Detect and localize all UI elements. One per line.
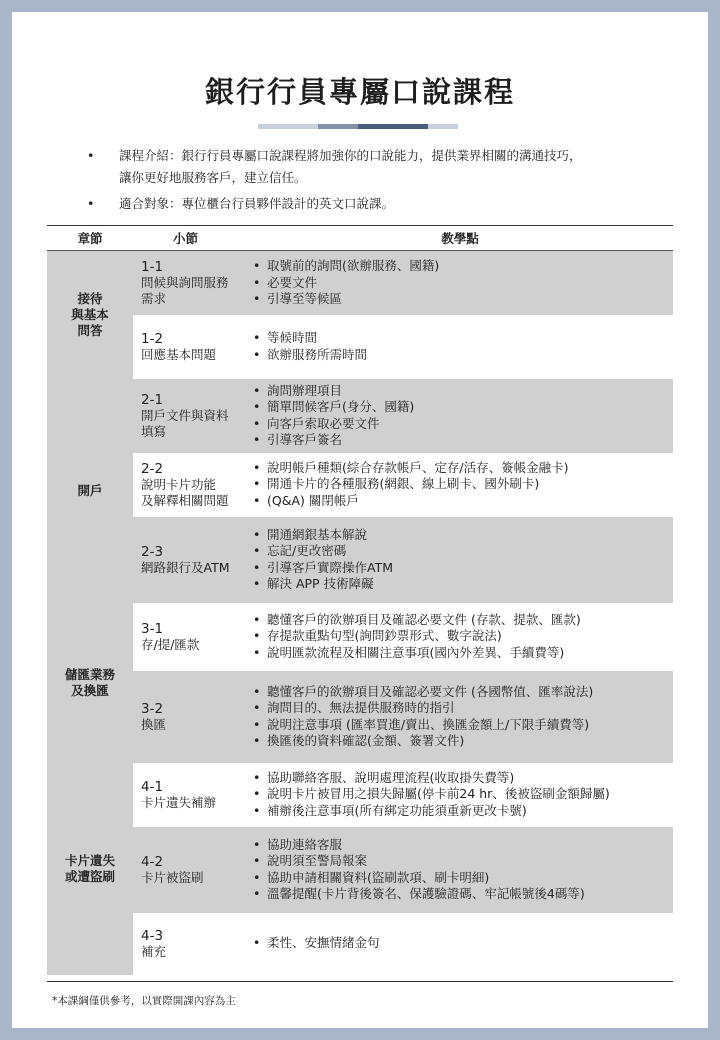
teaching-point: • 聽懂客戶的欲辦項目及確認必要文件 (存款、提款、匯款) <box>253 612 672 629</box>
section-cell <box>133 913 247 975</box>
chapter-title-line: 與基本 <box>71 306 109 322</box>
teaching-points-cell <box>247 251 673 315</box>
accent-segment <box>318 124 358 129</box>
teaching-point: • 說明卡片被冒用之損失歸屬(停卡前24 hr、後被盜刷金額歸屬) <box>253 786 672 803</box>
teaching-point: • 說明須至警局報案 <box>253 853 672 870</box>
footnote: *本課綱僅供參考，以實際開課內容為主 <box>52 995 236 1007</box>
section-name-line: 問候與詢問服務 <box>141 274 229 290</box>
section-number: 3-1 <box>141 620 164 637</box>
intro-line: 課程介紹：銀行行員專屬口說課程將加強你的口說能力，提供業界相關的溝通技巧， <box>119 148 582 163</box>
teaching-points-list <box>253 460 672 510</box>
teaching-point: • 溫馨提醒(卡片背後簽名、保護驗證碼、牢記帳號後4碼等) <box>253 886 672 903</box>
intro-line: 讓你更好地服務客戶，建立信任。 <box>119 170 307 185</box>
teaching-points-cell <box>247 453 673 517</box>
section-number: 4-2 <box>141 853 164 870</box>
teaching-points-list <box>253 770 672 820</box>
teaching-point: • 說明帳戶種類(綜合存款帳戶、定存/活存、簽帳金融卡) <box>253 460 672 477</box>
section-name-line: 補充 <box>141 943 167 959</box>
teaching-points-cell <box>247 315 673 379</box>
table-row <box>47 315 673 379</box>
teaching-points-list <box>253 837 672 903</box>
table-row <box>47 603 673 671</box>
section-number: 1-2 <box>141 330 164 347</box>
section-name-line: 回應基本問題 <box>141 346 217 362</box>
title-accent-bar <box>258 124 458 129</box>
teaching-point: • 引導客戶簽名 <box>253 432 672 449</box>
header-section: 小節 <box>133 226 247 251</box>
teaching-point: • 簡單問候客戶(身分、國籍) <box>253 399 672 416</box>
table-row <box>47 827 673 913</box>
table-row <box>47 913 673 975</box>
section-number: 2-2 <box>141 460 164 477</box>
section-name-line: 換匯 <box>141 716 167 732</box>
teaching-point: • 存提款重點句型(詢問鈔票形式、數字說法) <box>253 628 672 645</box>
table-row <box>47 251 673 315</box>
table-body <box>47 251 673 975</box>
teaching-point: • 說明匯款流程及相關注意事項(國內外差異、手續費等) <box>253 645 672 662</box>
chapter-title-line: 或遭盜刷 <box>64 868 115 884</box>
section-number: 4-3 <box>141 927 164 944</box>
chapter-cell <box>47 763 133 975</box>
section-number: 4-1 <box>141 778 164 795</box>
syllabus-table <box>47 225 673 975</box>
accent-segment <box>358 124 428 129</box>
teaching-point: • 詢問目的、無法提供服務時的指引 <box>253 700 672 717</box>
section-name-line: 填寫 <box>141 423 167 439</box>
header-chapter: 章節 <box>47 226 133 251</box>
teaching-point: • 向客戶索取必要文件 <box>253 416 672 433</box>
teaching-point: • 引導客戶實際操作ATM <box>253 560 672 577</box>
section-cell <box>133 671 247 763</box>
teaching-points-list <box>253 258 672 308</box>
section-cell <box>133 603 247 671</box>
section-name-line: 卡片遺失補辦 <box>141 794 217 810</box>
teaching-points-cell <box>247 603 673 671</box>
teaching-point: • 協助申請相關資料(盜刷款項、刷卡明細) <box>253 870 672 887</box>
section-name-line: 開戶文件與資料 <box>141 407 229 423</box>
section-name-line: 網路銀行及ATM <box>141 559 230 575</box>
section-name-line: 卡片被盜刷 <box>141 869 204 885</box>
chapter-title-line: 及換匯 <box>71 682 109 698</box>
chapter-cell <box>47 603 133 763</box>
teaching-points-cell <box>247 517 673 603</box>
teaching-point: • 補辦後注意事項(所有綁定功能須重新更改卡號) <box>253 803 672 820</box>
teaching-point: • 解決 APP 技術障礙 <box>253 576 672 593</box>
teaching-point: • 引導至等候區 <box>253 291 672 308</box>
section-number: 1-1 <box>141 258 164 275</box>
table-row <box>47 453 673 517</box>
teaching-points-cell <box>247 913 673 975</box>
table-row <box>47 379 673 453</box>
table-header-row <box>47 226 673 251</box>
bullet-dot: • <box>87 148 95 163</box>
chapter-title-line: 開戶 <box>77 482 103 498</box>
teaching-points-cell <box>247 379 673 453</box>
section-cell <box>133 315 247 379</box>
teaching-point: • 柔性、安撫情緒金句 <box>253 935 672 952</box>
table-row <box>47 517 673 603</box>
bullet-dot: • <box>87 196 95 211</box>
chapter-title-line: 卡片遺失 <box>64 852 115 868</box>
teaching-point: • 說明注意事項 (匯率買進/賣出、換匯金額上/下限手續費等) <box>253 717 672 734</box>
chapter-cell <box>47 379 133 603</box>
chapter-title-line: 接待 <box>77 290 103 306</box>
header-points: 教學點 <box>247 226 673 251</box>
section-number: 2-1 <box>141 391 164 408</box>
teaching-point: • 協助聯絡客服、說明處理流程(收取掛失費等) <box>253 770 672 787</box>
section-name-line: 存/提/匯款 <box>141 636 200 652</box>
teaching-points-cell <box>247 671 673 763</box>
section-cell <box>133 379 247 453</box>
section-name-line: 需求 <box>141 290 167 306</box>
teaching-points-list <box>253 612 672 662</box>
page-title: 銀行行員專屬口說課程 <box>204 75 515 109</box>
teaching-point: • 取號前的詢問(欲辦服務、國籍) <box>253 258 672 275</box>
section-number: 3-2 <box>141 700 164 717</box>
teaching-point: • (Q&A) 關閉帳戶 <box>253 493 672 510</box>
section-cell <box>133 827 247 913</box>
section-number: 2-3 <box>141 543 164 560</box>
teaching-point: • 詢問辦理項目 <box>253 383 672 400</box>
teaching-point: • 忘記/更改密碼 <box>253 543 672 560</box>
teaching-point: • 協助連絡客服 <box>253 837 672 854</box>
teaching-points-list <box>253 527 672 593</box>
chapter-cell <box>47 251 133 379</box>
section-name-line: 及解釋相關問題 <box>141 492 229 508</box>
audience-line: 適合對象：專位櫃台行員夥伴設計的英文口說課。 <box>119 196 395 211</box>
table-row <box>47 763 673 827</box>
teaching-points-list <box>253 330 672 363</box>
teaching-point: • 開通網銀基本解說 <box>253 527 672 544</box>
chapter-title-line: 儲匯業務 <box>64 666 115 682</box>
teaching-point: • 開通卡片的各種服務(網銀、線上刷卡、國外刷卡) <box>253 476 672 493</box>
teaching-points-list <box>253 684 672 750</box>
section-cell <box>133 763 247 827</box>
section-cell <box>133 251 247 315</box>
section-name-line: 說明卡片功能 <box>141 476 217 492</box>
syllabus-page <box>12 12 708 1028</box>
teaching-points-cell <box>247 827 673 913</box>
chapter-title-line: 問答 <box>77 322 103 338</box>
section-cell <box>133 517 247 603</box>
teaching-point: • 欲辦服務所需時間 <box>253 347 672 364</box>
accent-segment <box>258 124 318 129</box>
teaching-points-list <box>253 935 672 952</box>
accent-segment <box>428 124 458 129</box>
teaching-point: • 等候時間 <box>253 330 672 347</box>
table-bottom-rule <box>47 981 673 982</box>
teaching-points-list <box>253 383 672 449</box>
teaching-points-cell <box>247 763 673 827</box>
audience-bullet <box>87 193 677 215</box>
course-intro <box>87 145 677 215</box>
teaching-point: • 聽懂客戶的欲辦項目及確認必要文件 (各國幣值、匯率說法) <box>253 684 672 701</box>
table-row <box>47 671 673 763</box>
intro-bullet <box>87 145 677 189</box>
teaching-point: • 換匯後的資料確認(金額、簽署文件) <box>253 733 672 750</box>
teaching-point: • 必要文件 <box>253 275 672 292</box>
section-cell <box>133 453 247 517</box>
